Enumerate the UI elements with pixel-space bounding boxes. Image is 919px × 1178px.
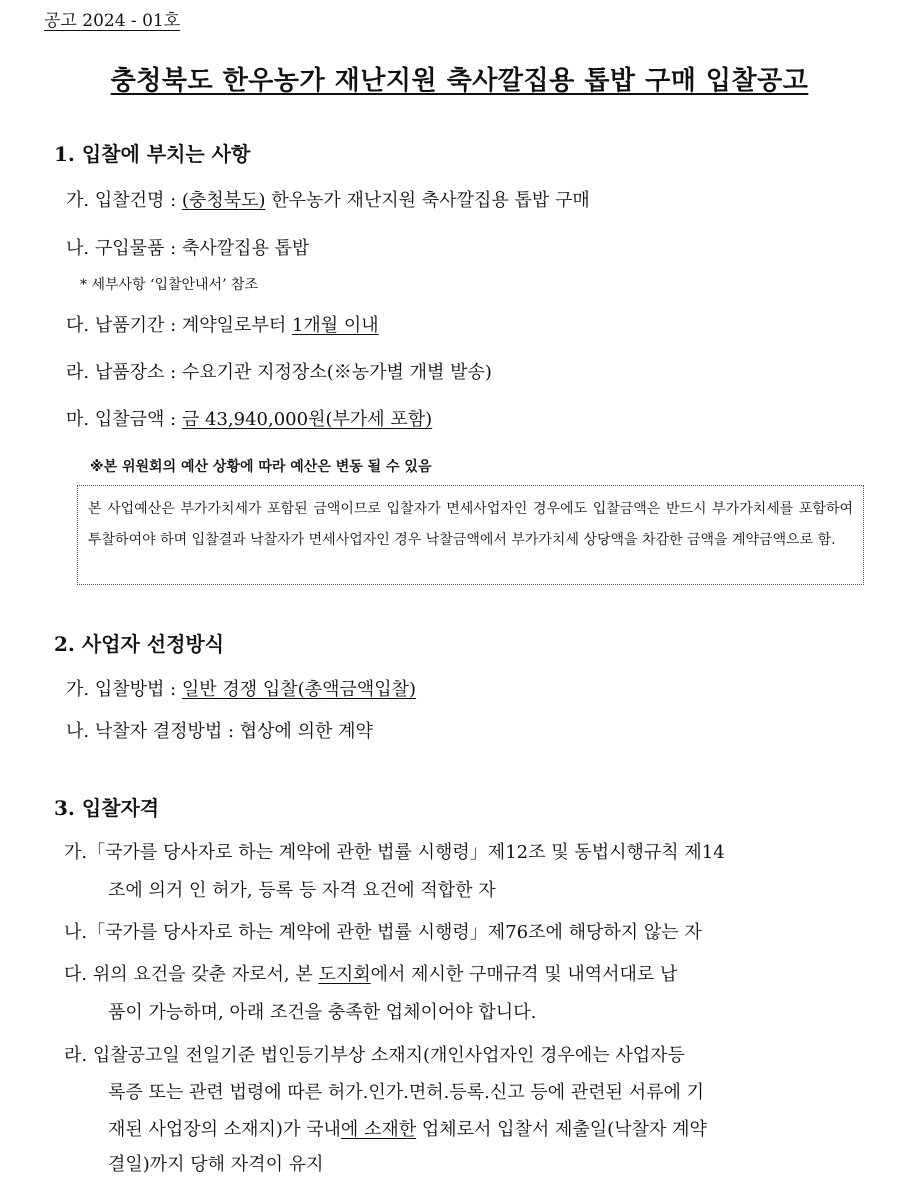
item-purchase-goods: 나. 구입물품 : 축사깔집용 톱밥 (66, 238, 310, 259)
item-bid-name-label: 가. 입찰건명 : (66, 190, 182, 211)
item-bid-method-label: 가. 입찰방법 : (66, 679, 182, 700)
page-title (0, 60, 919, 97)
item-winner-method: 나. 낙찰자 결정방법 : 협상에 의한 계약 (66, 721, 373, 742)
item-delivery-place: 라. 납품장소 : 수요기관 지정장소(※농가별 개별 발송) (66, 362, 492, 383)
qual-da-line2: 품이 가능하며, 아래 조건을 충족한 업체이어야 합니다. (108, 1002, 537, 1023)
qual-ra-underlined: 에 소재한 (340, 1119, 417, 1140)
item-delivery-period (66, 311, 379, 337)
item-bid-method (66, 675, 416, 701)
item-bid-name-rest: 한우농가 재난지원 축사깔집용 톱밥 구매 (265, 190, 590, 211)
qual-ra-line2: 록증 또는 관련 법령에 따른 허가.인가.면허.등록.신고 등에 관련된 서류에 기 (108, 1082, 705, 1103)
qual-ra-pre: 재된 사업장의 소재지)가 국내 (108, 1119, 341, 1140)
item-bid-amount-label: 마. 입찰금액 : (66, 409, 182, 430)
qual-da-post: 에서 제시한 구매규격 및 내역서대로 납 (370, 964, 678, 985)
qual-da-underlined: 도지회 (318, 964, 371, 985)
item-bid-name (66, 186, 590, 212)
item-bid-amount (66, 405, 432, 431)
qual-ra-line3 (108, 1115, 707, 1141)
item-bid-amount-value: 금 43,940,000원(부가세 포함) (181, 409, 433, 430)
item-delivery-period-label: 다. 납품기간 : 계약일로부터 (66, 315, 292, 336)
section1-heading: 1. 입찰에 부치는 사항 (54, 142, 251, 166)
qual-ga-line1: 가.「국가를 당사자로 하는 계약에 관한 법률 시행령」제12조 및 동법시행규칙 제14 (64, 842, 725, 863)
budget-note: ※본 위원회의 예산 상황에 따라 예산은 변동 될 수 있음 (90, 459, 432, 475)
notice-number: 공고 2024 - 01호 (44, 6, 180, 31)
qual-ra-line1: 라. 입찰공고일 전일기준 법인등기부상 소재지(개인사업자인 경우에는 사업자등 (64, 1045, 685, 1066)
item-bid-name-region: (충청북도) (181, 190, 266, 211)
section2-heading: 2. 사업자 선정방식 (54, 632, 225, 656)
vat-notice-box: 본 사업예산은 부가가치세가 포함된 금액이므로 입찰자가 면세사업자인 경우에도 입찰금액은 반드시 부가가치세를 포함하여 투찰하여야 하며 입찰결과 낙찰자가 면세사업자인 경우 낙찰금액에서 부가가치세 상당액을 차감한 금액을 계약금액으로 함. (77, 485, 864, 585)
qual-ra-line4: 결일)까지 당해 자격이 유지 (108, 1154, 324, 1175)
section3-heading: 3. 입찰자격 (54, 796, 160, 820)
qual-na: 나.「국가를 당사자로 하는 계약에 관한 법률 시행령」제76조에 해당하지 않는 자 (64, 922, 702, 943)
page-title-text: 충청북도 한우농가 재난지원 축사깔집용 톱밥 구매 입찰공고 (110, 66, 809, 96)
item-bid-method-value: 일반 경쟁 입찰(총액금액입찰) (181, 679, 417, 700)
qual-ga-line2: 조에 의거 인 허가, 등록 등 자격 요건에 적합한 자 (108, 880, 496, 901)
qual-da-line1 (64, 960, 677, 986)
item-purchase-note: * 세부사항 ‘입찰안내서’ 참조 (80, 277, 259, 293)
qual-da-pre: 다. 위의 요건을 갖춘 자로서, 본 (64, 964, 319, 985)
qual-ra-post: 업체로서 입찰서 제출일(낙찰자 계약 (416, 1119, 707, 1140)
item-delivery-period-value: 1개월 이내 (291, 315, 379, 336)
